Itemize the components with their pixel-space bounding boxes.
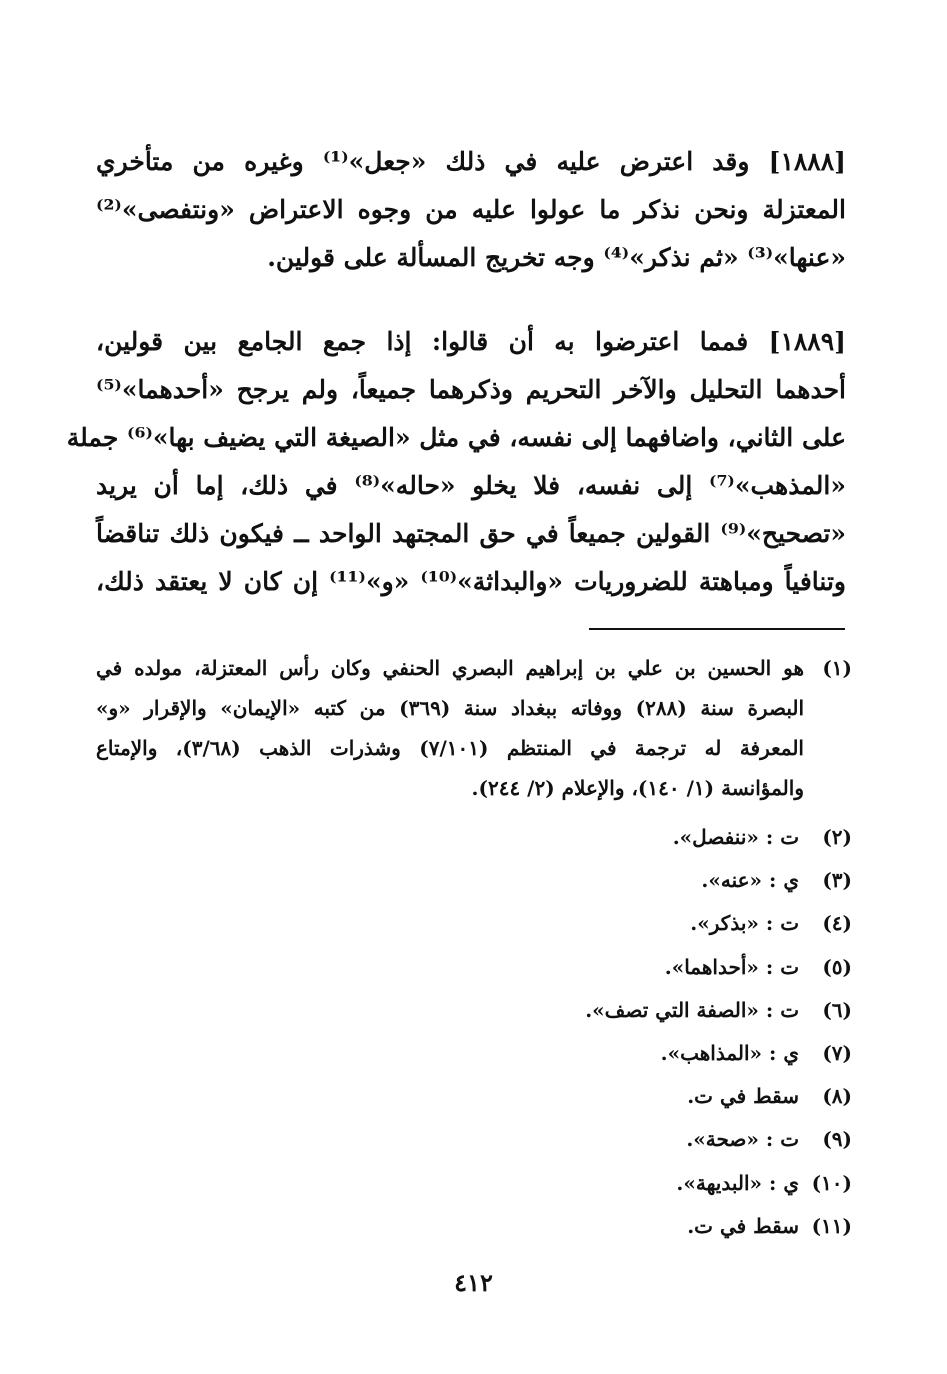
footnote-text: ت : «الصفة التي تصف». [585, 997, 800, 1022]
footnote-text: سقط في ت. [687, 1213, 800, 1238]
footnote-text: ت : «صحة». [686, 1127, 800, 1152]
footnote-item [352, 816, 852, 859]
footnote-number: (٩) [822, 1127, 852, 1152]
footnote-item [352, 859, 852, 902]
footnote-item [352, 902, 852, 945]
text-line: «عنها»⁽³⁾ «ثم نذكر»⁽⁴⁾ وجه تخريج المسألة على قولين. [267, 243, 846, 272]
footnote-text: ت : «ننفصل». [672, 825, 800, 849]
footnote-number: (١٠) [811, 1170, 852, 1195]
paragraph-1889 [66, 318, 846, 606]
footnote-text: هو الحسين بن علي بن إبراهيم البصري الحنفي وكان رأس المعتزلة، مولده في [96, 656, 804, 680]
footnote-item [352, 1118, 852, 1161]
footnote-number: (٤) [822, 911, 852, 936]
text-line: على الثاني، واضافهما إلى نفسه، في مثل «الصيغة التي يضيف بها»⁽⁶⁾ جملة [66, 423, 846, 452]
footnote-line: والمؤانسة (١/ ١٤٠)، والإعلام (٢/ ٢٤٤). [471, 776, 804, 800]
footnote-text: ي : «المذاهب». [660, 1040, 800, 1065]
footnote-number: (١) [822, 656, 852, 680]
text-line: وتنافياً ومباهتة للضروريات «والبداثة»⁽¹⁰⁾ «و»⁽¹¹⁾ إن كان لا يعتقد ذلك، [96, 567, 846, 596]
footnote-number: (٢) [822, 825, 852, 849]
footnote-number: (٨) [822, 1084, 852, 1109]
footnote-number: (١١) [811, 1213, 852, 1238]
footnote-line: المعرفة له ترجمة في المنتظم (٧/١٠١) وشذرات الذهب (٣/٦٨)، والإمتاع [96, 736, 804, 760]
footnote-line: البصرة سنة (٢٨٨) ووفاته ببغداد سنة (٣٦٩) من كتبه «الإيمان» والإقرار «و» [96, 696, 804, 720]
footnote-separator [589, 628, 845, 630]
paragraph-1888 [96, 138, 846, 282]
footnote-text: سقط في ت. [687, 1084, 800, 1109]
footnote-text: ي : «البديهة». [676, 1170, 800, 1195]
footnote-text: ي : «عنه». [701, 868, 800, 893]
footnote-item [352, 1205, 852, 1248]
footnote-item [352, 1032, 852, 1075]
footnote-number: (٦) [822, 997, 852, 1022]
footnote-text: ت : «بذكر». [690, 911, 800, 936]
footnote-item [352, 1075, 852, 1118]
text-line: [١٨٨٩] فمما اعترضوا به أن قالوا: إذا جمع الجامع بين قولين، [96, 327, 846, 356]
footnote-number: (٥) [822, 954, 852, 979]
footnote-item [352, 946, 852, 989]
page-number: ٤١٢ [454, 1268, 493, 1297]
text-line: «تصحيح»⁽⁹⁾ القولين جميعاً في حق المجتهد الواحد ــ فيكون ذلك تناقضاً [96, 519, 846, 548]
footnote-item [352, 1162, 852, 1205]
text-line: المعتزلة ونحن نذكر ما عولوا عليه من وجوه الاعتراض «ونتفصى»⁽²⁾ [96, 195, 846, 224]
footnote-number: (٣) [822, 868, 852, 893]
text-line: «المذهب»⁽⁷⁾ إلى نفسه، فلا يخلو «حاله»⁽⁸⁾ في ذلك، إما أن يريد [96, 471, 846, 500]
text-line: [١٨٨٨] وقد اعترض عليه في ذلك «جعل»⁽¹⁾ وغيره من متأخري [96, 147, 846, 176]
footnote-number: (٧) [822, 1040, 852, 1065]
footnote-1 [96, 648, 852, 808]
footnote-list [352, 816, 852, 1248]
footnote-line [96, 648, 852, 688]
footnote-text: ت : «أحداهما». [664, 954, 800, 979]
footnote-item [352, 989, 852, 1032]
text-line: أحدهما التحليل والآخر التحريم وذكرهما جميعاً، ولم يرجح «أحدهما»⁽⁵⁾ [96, 375, 846, 404]
